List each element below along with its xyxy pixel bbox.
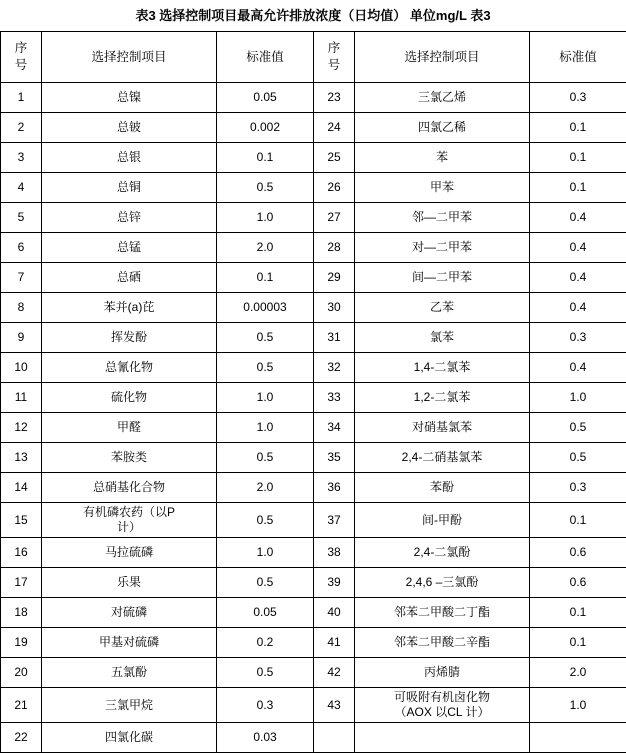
cell-no-right: 41 bbox=[314, 628, 355, 658]
cell-value-left: 1.0 bbox=[217, 538, 314, 568]
cell-no-right: 34 bbox=[314, 413, 355, 443]
table-row bbox=[1, 263, 626, 293]
cell-value-right: 1.0 bbox=[530, 383, 626, 413]
cell-item-right: 可吸附有机卤化物 （AOX 以CL 计） bbox=[355, 688, 530, 723]
header-no-left-line2: 号 bbox=[3, 57, 39, 74]
cell-no-left: 9 bbox=[1, 323, 42, 353]
cell-value-right: 0.4 bbox=[530, 203, 626, 233]
cell-item-left: 四氯化碳 bbox=[42, 723, 217, 753]
cell-value-right: 1.0 bbox=[530, 688, 626, 723]
table-row bbox=[1, 113, 626, 143]
cell-no-right: 30 bbox=[314, 293, 355, 323]
cell-no-right: 31 bbox=[314, 323, 355, 353]
cell-item-left: 总硝基化合物 bbox=[42, 473, 217, 503]
cell-item-left: 总锌 bbox=[42, 203, 217, 233]
cell-item-left: 硫化物 bbox=[42, 383, 217, 413]
cell-no-left: 13 bbox=[1, 443, 42, 473]
cell-value-right: 0.1 bbox=[530, 173, 626, 203]
cell-value-right: 0.3 bbox=[530, 323, 626, 353]
cell-no-right: 24 bbox=[314, 113, 355, 143]
cell-item-left: 三氯甲烷 bbox=[42, 688, 217, 723]
cell-no-left: 17 bbox=[1, 568, 42, 598]
cell-no-left: 12 bbox=[1, 413, 42, 443]
cell-item-right: 2,4-二氯酚 bbox=[355, 538, 530, 568]
cell-item-right: 对—二甲苯 bbox=[355, 233, 530, 263]
header-value-left: 标准值 bbox=[217, 32, 314, 83]
cell-no-left: 18 bbox=[1, 598, 42, 628]
header-value-right: 标准值 bbox=[530, 32, 626, 83]
cell-value-left: 0.05 bbox=[217, 598, 314, 628]
cell-value-right: 0.5 bbox=[530, 443, 626, 473]
cell-value-left: 2.0 bbox=[217, 473, 314, 503]
cell-no-right: 28 bbox=[314, 233, 355, 263]
cell-item-left: 总镍 bbox=[42, 83, 217, 113]
cell-item-right: 苯酚 bbox=[355, 473, 530, 503]
cell-no-left: 21 bbox=[1, 688, 42, 723]
cell-value-right: 0.1 bbox=[530, 503, 626, 538]
cell-no-left: 1 bbox=[1, 83, 42, 113]
cell-item-left: 总铍 bbox=[42, 113, 217, 143]
header-no-left bbox=[1, 32, 42, 83]
cell-item-left: 五氯酚 bbox=[42, 658, 217, 688]
cell-value-right: 0.6 bbox=[530, 538, 626, 568]
cell-item-right: 1,2-二氯苯 bbox=[355, 383, 530, 413]
cell-item-right: 间-甲酚 bbox=[355, 503, 530, 538]
cell-no-right: 38 bbox=[314, 538, 355, 568]
cell-value-left: 0.3 bbox=[217, 688, 314, 723]
cell-value-left: 0.5 bbox=[217, 503, 314, 538]
cell-no-right: 43 bbox=[314, 688, 355, 723]
cell-item-right: 氯苯 bbox=[355, 323, 530, 353]
cell-item-left: 苯胺类 bbox=[42, 443, 217, 473]
table-row bbox=[1, 413, 626, 443]
cell-value-right bbox=[530, 723, 626, 753]
cell-value-right: 0.4 bbox=[530, 353, 626, 383]
cell-item-left: 总银 bbox=[42, 143, 217, 173]
cell-no-left: 10 bbox=[1, 353, 42, 383]
cell-item-left: 有机磷农药（以P 计） bbox=[42, 503, 217, 538]
header-no-right bbox=[314, 32, 355, 83]
cell-item-left: 总锰 bbox=[42, 233, 217, 263]
cell-no-left: 14 bbox=[1, 473, 42, 503]
cell-no-right: 26 bbox=[314, 173, 355, 203]
cell-no-right: 29 bbox=[314, 263, 355, 293]
cell-no-left: 11 bbox=[1, 383, 42, 413]
cell-no-right: 39 bbox=[314, 568, 355, 598]
table-row bbox=[1, 723, 626, 753]
cell-value-right: 0.4 bbox=[530, 263, 626, 293]
cell-item-right: 苯 bbox=[355, 143, 530, 173]
cell-item-right: 三氯乙烯 bbox=[355, 83, 530, 113]
table-row bbox=[1, 568, 626, 598]
cell-item-left: 对硫磷 bbox=[42, 598, 217, 628]
cell-item-right: 丙烯腈 bbox=[355, 658, 530, 688]
cell-no-right: 32 bbox=[314, 353, 355, 383]
cell-item-left: 马拉硫磷 bbox=[42, 538, 217, 568]
cell-no-left: 16 bbox=[1, 538, 42, 568]
table-row bbox=[1, 473, 626, 503]
cell-item-left: 甲基对硫磷 bbox=[42, 628, 217, 658]
cell-value-left: 0.002 bbox=[217, 113, 314, 143]
header-item-right: 选择控制项目 bbox=[355, 32, 530, 83]
cell-no-right: 23 bbox=[314, 83, 355, 113]
cell-item-left: 甲醛 bbox=[42, 413, 217, 443]
cell-no-left: 8 bbox=[1, 293, 42, 323]
cell-no-left: 4 bbox=[1, 173, 42, 203]
cell-no-right: 42 bbox=[314, 658, 355, 688]
cell-no-right: 25 bbox=[314, 143, 355, 173]
cell-no-right: 36 bbox=[314, 473, 355, 503]
cell-item-right: 邻苯二甲酸二辛酯 bbox=[355, 628, 530, 658]
table-row bbox=[1, 598, 626, 628]
cell-no-left: 15 bbox=[1, 503, 42, 538]
cell-value-left: 1.0 bbox=[217, 383, 314, 413]
table-row bbox=[1, 383, 626, 413]
table-row bbox=[1, 353, 626, 383]
cell-value-right: 0.4 bbox=[530, 293, 626, 323]
cell-value-left: 0.03 bbox=[217, 723, 314, 753]
cell-value-left: 0.5 bbox=[217, 443, 314, 473]
cell-value-left: 1.0 bbox=[217, 203, 314, 233]
page-title: 表3 选择控制项目最高允许排放浓度（日均值） 单位mg/L 表3 bbox=[0, 0, 626, 31]
cell-value-right: 0.1 bbox=[530, 113, 626, 143]
cell-no-left: 3 bbox=[1, 143, 42, 173]
cell-item-left: 总氰化物 bbox=[42, 353, 217, 383]
cell-no-right: 35 bbox=[314, 443, 355, 473]
table-row bbox=[1, 658, 626, 688]
cell-no-right bbox=[314, 723, 355, 753]
table-row bbox=[1, 83, 626, 113]
table-row bbox=[1, 443, 626, 473]
cell-item-left: 总铜 bbox=[42, 173, 217, 203]
table-row bbox=[1, 538, 626, 568]
cell-item-right: 乙苯 bbox=[355, 293, 530, 323]
cell-no-right: 27 bbox=[314, 203, 355, 233]
cell-no-left: 19 bbox=[1, 628, 42, 658]
cell-item-right: 对硝基氯苯 bbox=[355, 413, 530, 443]
cell-value-right: 0.1 bbox=[530, 628, 626, 658]
cell-item-right: 2,4,6 –三氯酚 bbox=[355, 568, 530, 598]
table-body bbox=[1, 83, 626, 753]
cell-value-right: 0.4 bbox=[530, 233, 626, 263]
cell-no-left: 5 bbox=[1, 203, 42, 233]
cell-value-left: 0.5 bbox=[217, 658, 314, 688]
cell-item-right: 邻苯二甲酸二丁酯 bbox=[355, 598, 530, 628]
cell-value-left: 1.0 bbox=[217, 413, 314, 443]
cell-item-left: 总硒 bbox=[42, 263, 217, 293]
table-row bbox=[1, 293, 626, 323]
cell-value-left: 0.1 bbox=[217, 263, 314, 293]
cell-no-left: 20 bbox=[1, 658, 42, 688]
cell-value-right: 0.6 bbox=[530, 568, 626, 598]
cell-item-left: 挥发酚 bbox=[42, 323, 217, 353]
cell-item-right: 邻—二甲苯 bbox=[355, 203, 530, 233]
cell-value-right: 0.3 bbox=[530, 473, 626, 503]
cell-value-left: 0.5 bbox=[217, 323, 314, 353]
header-no-right-line2: 号 bbox=[316, 57, 352, 74]
cell-no-left: 7 bbox=[1, 263, 42, 293]
cell-value-left: 0.1 bbox=[217, 143, 314, 173]
header-row bbox=[1, 32, 626, 83]
cell-no-right: 33 bbox=[314, 383, 355, 413]
cell-value-right: 0.3 bbox=[530, 83, 626, 113]
cell-item-left: 苯并(a)芘 bbox=[42, 293, 217, 323]
cell-no-right: 40 bbox=[314, 598, 355, 628]
cell-no-left: 22 bbox=[1, 723, 42, 753]
table-header bbox=[1, 32, 626, 83]
header-no-left-line1: 序 bbox=[3, 40, 39, 57]
cell-value-left: 0.5 bbox=[217, 568, 314, 598]
cell-value-left: 2.0 bbox=[217, 233, 314, 263]
cell-no-left: 6 bbox=[1, 233, 42, 263]
cell-value-left: 0.5 bbox=[217, 173, 314, 203]
header-item-left: 选择控制项目 bbox=[42, 32, 217, 83]
header-no-right-line1: 序 bbox=[316, 40, 352, 57]
cell-value-right: 0.1 bbox=[530, 598, 626, 628]
cell-no-left: 2 bbox=[1, 113, 42, 143]
cell-item-right bbox=[355, 723, 530, 753]
cell-item-right: 甲苯 bbox=[355, 173, 530, 203]
cell-value-left: 0.05 bbox=[217, 83, 314, 113]
cell-value-right: 0.5 bbox=[530, 413, 626, 443]
table-row bbox=[1, 203, 626, 233]
cell-item-right: 1,4-二氯苯 bbox=[355, 353, 530, 383]
table-row bbox=[1, 503, 626, 538]
table-row bbox=[1, 628, 626, 658]
cell-value-right: 2.0 bbox=[530, 658, 626, 688]
table-row bbox=[1, 323, 626, 353]
cell-value-left: 0.00003 bbox=[217, 293, 314, 323]
cell-value-right: 0.1 bbox=[530, 143, 626, 173]
table-row bbox=[1, 233, 626, 263]
cell-item-right: 2,4-二硝基氯苯 bbox=[355, 443, 530, 473]
table-row bbox=[1, 143, 626, 173]
cell-no-right: 37 bbox=[314, 503, 355, 538]
cell-item-left: 乐果 bbox=[42, 568, 217, 598]
table-row bbox=[1, 173, 626, 203]
cell-item-right: 间—二甲苯 bbox=[355, 263, 530, 293]
cell-value-left: 0.2 bbox=[217, 628, 314, 658]
table-row bbox=[1, 688, 626, 723]
pollutant-limits-table bbox=[0, 31, 626, 753]
cell-value-left: 0.5 bbox=[217, 353, 314, 383]
cell-item-right: 四氯乙稀 bbox=[355, 113, 530, 143]
